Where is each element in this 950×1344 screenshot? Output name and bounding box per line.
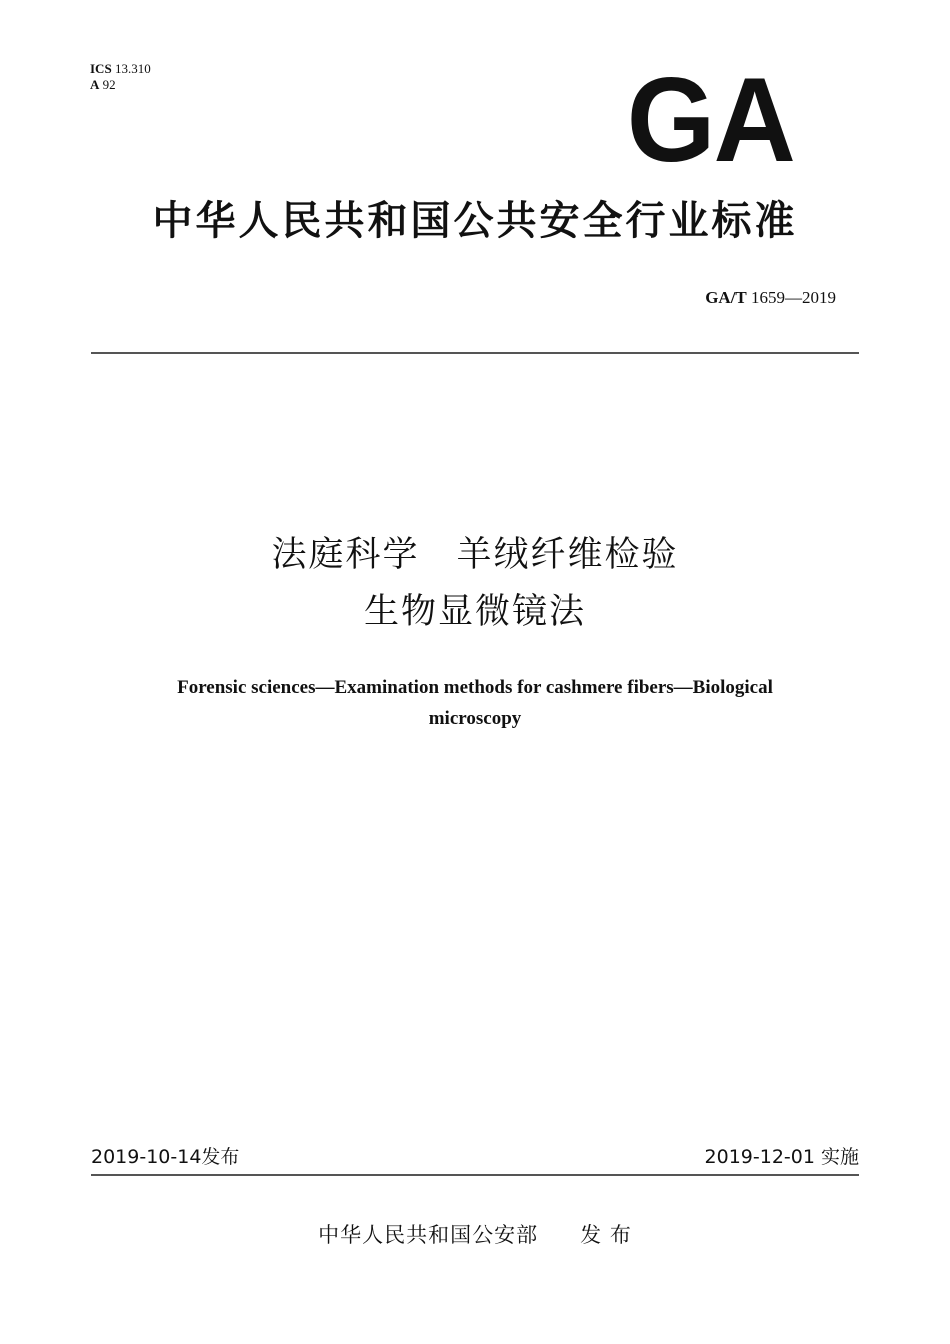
issue-date-value: 2019-10-14: [91, 1146, 202, 1168]
title-cn-line1: 法庭科学 羊绒纤维检验: [271, 535, 679, 575]
title-cn-line2: 生物显微镜法: [363, 592, 586, 632]
publisher-name: 中华人民共和国公安部: [318, 1223, 539, 1247]
header-divider: [91, 352, 859, 354]
ccs-code-line: [90, 77, 151, 93]
ics-code: 13.310: [114, 61, 151, 76]
footer-divider: [91, 1174, 859, 1176]
publisher-line: [0, 1221, 950, 1249]
effective-date: [705, 1145, 859, 1169]
issue-date: [91, 1145, 239, 1169]
classification-codes: [90, 61, 151, 93]
standard-code: [705, 287, 836, 309]
standard-type-title: 中华人民共和国公共安全行业标准: [152, 198, 798, 244]
standard-code-number: 1659—2019: [751, 288, 836, 307]
title-en-line2: microscopy: [428, 708, 522, 729]
publish-label: 发 布: [580, 1223, 632, 1247]
issue-date-label: 发布: [201, 1146, 240, 1168]
ics-code-line: [90, 61, 151, 77]
title-en-line1: Forensic sciences—Examination methods for cashmere fibers—Biological: [177, 677, 773, 698]
standard-code-prefix: GA/T: [705, 288, 747, 307]
effective-date-value: 2019-12-01: [704, 1146, 815, 1168]
ga-logo: GA: [626, 53, 794, 187]
ics-label: ICS: [90, 61, 112, 76]
ccs-label: A: [90, 77, 100, 92]
effective-date-label: 实施: [820, 1146, 859, 1168]
ccs-code: 92: [102, 77, 116, 92]
